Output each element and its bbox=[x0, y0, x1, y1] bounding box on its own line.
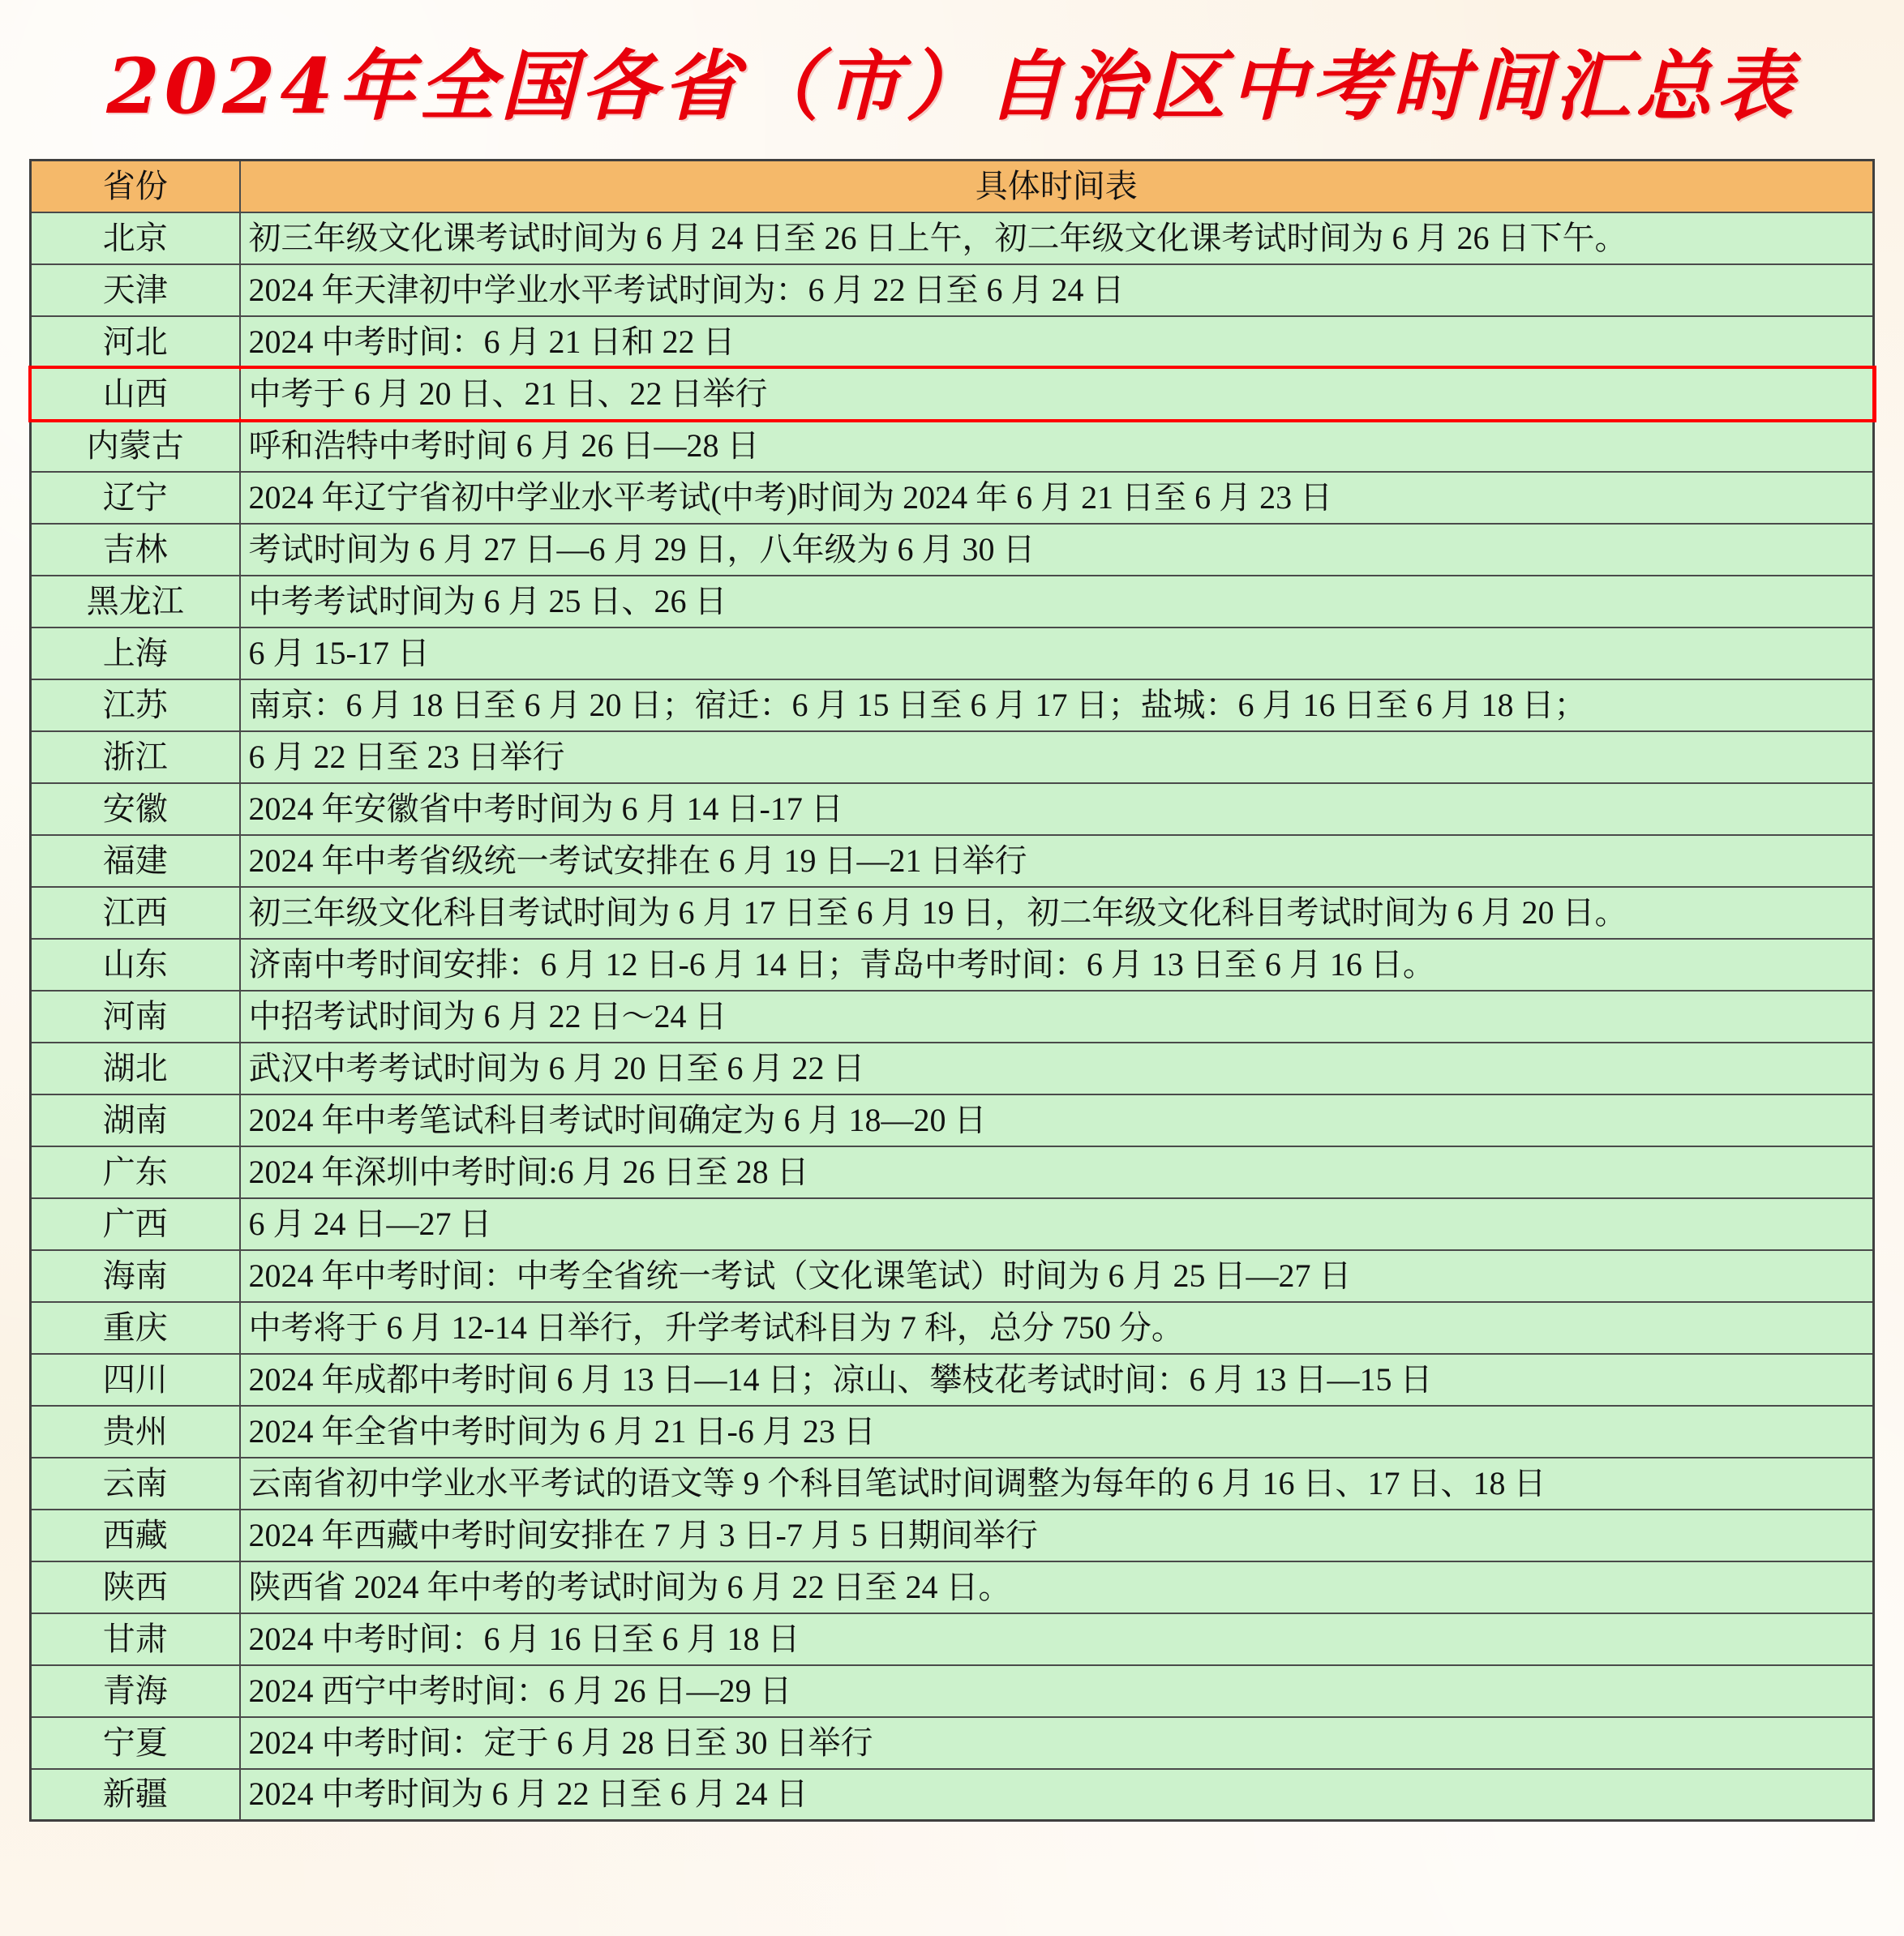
table-row bbox=[31, 1198, 1874, 1250]
schedule-cell: 中考将于 6 月 12-14 日举行，升学考试科目为 7 科，总分 750 分。 bbox=[240, 1302, 1874, 1354]
province-cell: 北京 bbox=[31, 212, 240, 264]
schedule-cell: 2024 年中考笔试科目考试时间确定为 6 月 18—20 日 bbox=[240, 1094, 1874, 1146]
province-cell: 重庆 bbox=[31, 1302, 240, 1354]
schedule-cell: 2024 年成都中考时间 6 月 13 日—14 日；凉山、攀枝花考试时间：6 月 13 日—15 日 bbox=[240, 1354, 1874, 1406]
table-row bbox=[31, 1302, 1874, 1354]
province-cell: 河北 bbox=[31, 316, 240, 368]
schedule-cell: 2024 年中考省级统一考试安排在 6 月 19 日—21 日举行 bbox=[240, 835, 1874, 887]
header-row bbox=[31, 161, 1874, 212]
schedule-cell: 2024 年深圳中考时间:6 月 26 日至 28 日 bbox=[240, 1146, 1874, 1198]
table-row bbox=[31, 472, 1874, 524]
table-row bbox=[31, 576, 1874, 627]
province-cell: 上海 bbox=[31, 627, 240, 679]
table-row bbox=[31, 1717, 1874, 1769]
province-cell: 广西 bbox=[31, 1198, 240, 1250]
province-cell: 内蒙古 bbox=[31, 420, 240, 472]
schedule-cell: 云南省初中学业水平考试的语文等 9 个科目笔试时间调整为每年的 6 月 16 日、17 日、18 日 bbox=[240, 1458, 1874, 1510]
schedule-cell: 2024 年中考时间：中考全省统一考试（文化课笔试）时间为 6 月 25 日—27 日 bbox=[240, 1250, 1874, 1302]
schedule-cell: 济南中考时间安排：6 月 12 日-6 月 14 日；青岛中考时间：6 月 13 日至 6 月 16 日。 bbox=[240, 939, 1874, 991]
province-cell: 山西 bbox=[31, 368, 240, 420]
table-row bbox=[31, 1354, 1874, 1406]
province-cell: 江西 bbox=[31, 887, 240, 939]
schedule-cell: 呼和浩特中考时间 6 月 26 日—28 日 bbox=[240, 420, 1874, 472]
table-row bbox=[31, 524, 1874, 576]
table-row bbox=[31, 939, 1874, 991]
table-row bbox=[31, 1510, 1874, 1561]
schedule-cell: 2024 中考时间：定于 6 月 28 日至 30 日举行 bbox=[240, 1717, 1874, 1769]
table-row bbox=[31, 991, 1874, 1043]
province-cell: 河南 bbox=[31, 991, 240, 1043]
province-cell: 海南 bbox=[31, 1250, 240, 1302]
schedule-cell: 2024 年辽宁省初中学业水平考试(中考)时间为 2024 年 6 月 21 日至 6 月 23 日 bbox=[240, 472, 1874, 524]
schedule-cell: 初三年级文化课考试时间为 6 月 24 日至 26 日上午，初二年级文化课考试时间为 6 月 26 日下午。 bbox=[240, 212, 1874, 264]
province-cell: 宁夏 bbox=[31, 1717, 240, 1769]
table-body bbox=[31, 212, 1874, 1821]
province-cell: 辽宁 bbox=[31, 472, 240, 524]
province-cell: 广东 bbox=[31, 1146, 240, 1198]
province-cell: 山东 bbox=[31, 939, 240, 991]
table-row bbox=[31, 212, 1874, 264]
column-header-schedule: 具体时间表 bbox=[240, 161, 1874, 212]
province-cell: 天津 bbox=[31, 264, 240, 316]
province-cell: 甘肃 bbox=[31, 1613, 240, 1665]
schedule-cell: 2024 年安徽省中考时间为 6 月 14 日-17 日 bbox=[240, 783, 1874, 835]
province-cell: 湖北 bbox=[31, 1043, 240, 1094]
province-cell: 云南 bbox=[31, 1458, 240, 1510]
province-cell: 新疆 bbox=[31, 1769, 240, 1821]
table-row bbox=[31, 1043, 1874, 1094]
province-cell: 湖南 bbox=[31, 1094, 240, 1146]
province-cell: 福建 bbox=[31, 835, 240, 887]
table-row bbox=[31, 835, 1874, 887]
page-title: 2024年全国各省（市）自治区中考时间汇总表 bbox=[106, 41, 1798, 131]
province-cell: 贵州 bbox=[31, 1406, 240, 1458]
schedule-cell: 中考于 6 月 20 日、21 日、22 日举行 bbox=[240, 368, 1874, 420]
schedule-cell: 南京：6 月 18 日至 6 月 20 日；宿迁：6 月 15 日至 6 月 17 日；盐城：6 月 16 日至 6 月 18 日； bbox=[240, 679, 1874, 731]
table-row bbox=[31, 316, 1874, 368]
table-row bbox=[31, 1094, 1874, 1146]
table-row bbox=[31, 264, 1874, 316]
schedule-cell: 2024 年天津初中学业水平考试时间为：6 月 22 日至 6 月 24 日 bbox=[240, 264, 1874, 316]
province-cell: 陕西 bbox=[31, 1561, 240, 1613]
table-row bbox=[31, 1458, 1874, 1510]
table-row bbox=[31, 420, 1874, 472]
schedule-cell: 中招考试时间为 6 月 22 日～24 日 bbox=[240, 991, 1874, 1043]
schedule-cell: 6 月 15-17 日 bbox=[240, 627, 1874, 679]
province-cell: 吉林 bbox=[31, 524, 240, 576]
table-row bbox=[31, 731, 1874, 783]
table-row bbox=[31, 679, 1874, 731]
schedule-cell: 2024 中考时间：6 月 16 日至 6 月 18 日 bbox=[240, 1613, 1874, 1665]
table-row-highlighted bbox=[31, 368, 1874, 420]
schedule-cell: 6 月 22 日至 23 日举行 bbox=[240, 731, 1874, 783]
column-header-province: 省份 bbox=[31, 161, 240, 212]
schedule-cell: 中考考试时间为 6 月 25 日、26 日 bbox=[240, 576, 1874, 627]
table-row bbox=[31, 627, 1874, 679]
schedule-cell: 2024 年西藏中考时间安排在 7 月 3 日-7 月 5 日期间举行 bbox=[240, 1510, 1874, 1561]
table-row bbox=[31, 1769, 1874, 1821]
schedule-cell: 2024 年全省中考时间为 6 月 21 日-6 月 23 日 bbox=[240, 1406, 1874, 1458]
table-header bbox=[31, 161, 1874, 212]
table-row bbox=[31, 1250, 1874, 1302]
table-row bbox=[31, 1561, 1874, 1613]
province-cell: 浙江 bbox=[31, 731, 240, 783]
schedule-cell: 2024 中考时间为 6 月 22 日至 6 月 24 日 bbox=[240, 1769, 1874, 1821]
table-row bbox=[31, 1665, 1874, 1717]
schedule-cell: 2024 中考时间：6 月 21 日和 22 日 bbox=[240, 316, 1874, 368]
table-container bbox=[0, 159, 1904, 1822]
province-cell: 江苏 bbox=[31, 679, 240, 731]
title-bar bbox=[0, 0, 1904, 159]
table-row bbox=[31, 783, 1874, 835]
schedule-cell: 初三年级文化科目考试时间为 6 月 17 日至 6 月 19 日，初二年级文化科目考试时间为 6 月 20 日。 bbox=[240, 887, 1874, 939]
schedule-cell: 6 月 24 日—27 日 bbox=[240, 1198, 1874, 1250]
table-row bbox=[31, 887, 1874, 939]
province-cell: 西藏 bbox=[31, 1510, 240, 1561]
province-cell: 青海 bbox=[31, 1665, 240, 1717]
schedule-cell: 考试时间为 6 月 27 日—6 月 29 日，八年级为 6 月 30 日 bbox=[240, 524, 1874, 576]
schedule-cell: 2024 西宁中考时间：6 月 26 日—29 日 bbox=[240, 1665, 1874, 1717]
province-cell: 四川 bbox=[31, 1354, 240, 1406]
exam-schedule-table bbox=[29, 159, 1875, 1822]
province-cell: 安徽 bbox=[31, 783, 240, 835]
province-cell: 黑龙江 bbox=[31, 576, 240, 627]
schedule-cell: 陕西省 2024 年中考的考试时间为 6 月 22 日至 24 日。 bbox=[240, 1561, 1874, 1613]
table-row bbox=[31, 1146, 1874, 1198]
table-row bbox=[31, 1406, 1874, 1458]
schedule-cell: 武汉中考考试时间为 6 月 20 日至 6 月 22 日 bbox=[240, 1043, 1874, 1094]
table-row bbox=[31, 1613, 1874, 1665]
